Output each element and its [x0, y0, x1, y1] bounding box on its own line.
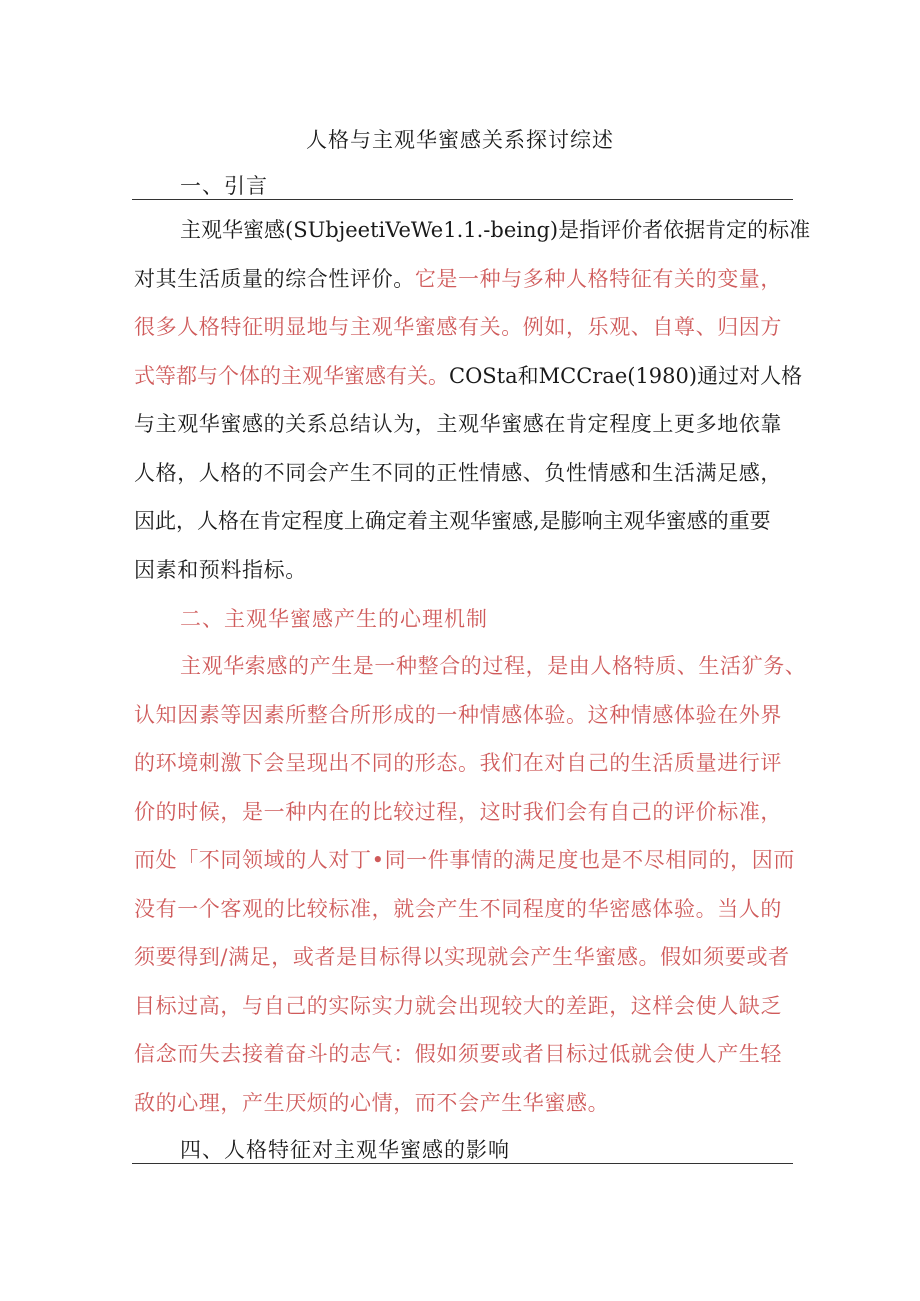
paragraph-line: 主观华索感的产生是一种整合的过程，是由人格特质、生活犷务、	[180, 654, 807, 678]
section-divider	[132, 199, 793, 200]
paragraph-line: 价的时候，是一种内在的比较过程，这时我们会有自己的评价标准，	[134, 799, 782, 824]
paragraph-line: 认知因素等因素所整合所形成的一种情感体验。这种情感体验在外界	[134, 702, 782, 727]
paragraph-line: 的环境刺激下会呈现出不同的形态。我们在对自己的生活质量进行评	[134, 751, 782, 775]
section-heading-mechanism: 二、主观华蜜感产生的心理机制	[180, 607, 488, 631]
paragraph-line: 因此，人格在肯定程度上确定着主观华蜜感,是膨响主观华蜜感的重要	[134, 509, 771, 533]
paragraph-line: 须要得到/满足，或者是目标得以实现就会产生华蜜感。假如须要或者	[134, 945, 790, 969]
paragraph-line: 敌的心理，产生厌烦的心情，而不会产生华蜜感。	[134, 1090, 610, 1115]
document-title: 人格与主观华蜜感关系探讨综述	[306, 128, 614, 152]
section-divider	[132, 1163, 793, 1164]
paragraph-line: 因素和预料指标。	[134, 557, 307, 582]
paragraph-introduction	[134, 206, 811, 594]
paragraph-line: 人格，人格的不同会产生不同的正性情感、负性情感和生活满足感，	[134, 460, 782, 485]
paragraph-line: 式等都与个体的主观华蜜感有关。COSta和MCCrae(1980)通过对人格	[134, 363, 803, 388]
paragraph-mechanism	[134, 642, 807, 1127]
paragraph-line: 很多人格特征明显地与主观华蜜感有关。例如，乐观、自尊、归因方	[134, 315, 782, 339]
paragraph-line: 而处「不同领域的人对丁•同一件事情的满足度也是不尽相同的，因而	[134, 848, 795, 872]
paragraph-line: 与主观华蜜感的关系总结认为，主观华蜜感在肯定程度上更多地依靠	[134, 412, 782, 436]
paragraph-line: 信念而失去接着奋斗的志气：假如须要或者目标过低就会使人产生轻	[134, 1042, 782, 1066]
paragraph-line: 没有一个客观的比较标准，就会产生不同程度的华密感体验。当人的	[134, 896, 782, 921]
section-heading-introduction: 一、引言	[180, 174, 268, 198]
section-heading-personality-traits: 四、人格特征对主观华蜜感的影响	[180, 1138, 510, 1162]
paragraph-line: 对其生活质量的综合性评价。它是一种与多种人格特征有关的变量，	[134, 266, 783, 291]
paragraph-line: 主观华蜜感(SUbjeetiVeWe1.1.-being)是指评价者依据肯定的标准	[180, 218, 811, 242]
paragraph-line: 目标过高，与自己的实际实力就会出现较大的差距，这样会使人缺乏	[134, 993, 782, 1018]
